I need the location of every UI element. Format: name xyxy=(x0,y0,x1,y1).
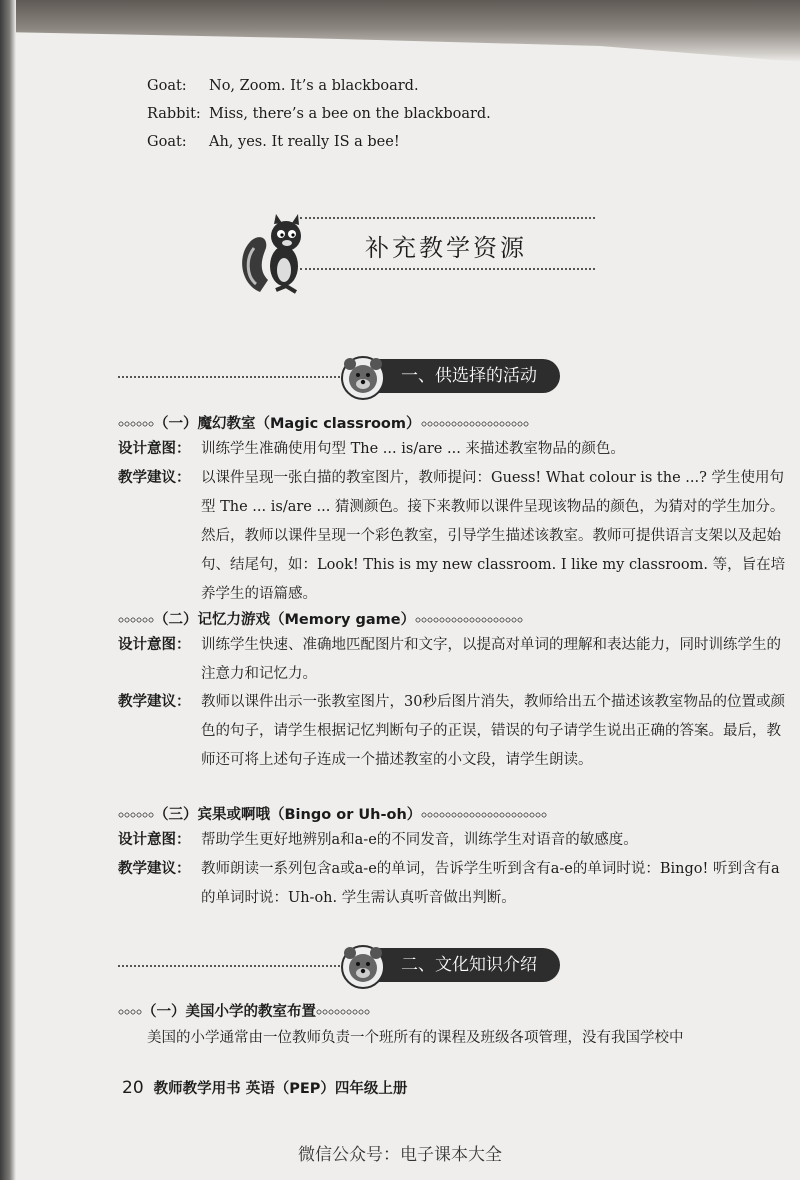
design-intent xyxy=(118,435,788,464)
teaching-advice xyxy=(118,464,788,609)
advice-label: 教学建议： xyxy=(118,470,191,486)
dialogue-line xyxy=(147,106,491,122)
design-intent xyxy=(118,631,788,689)
speaker: Goat: xyxy=(147,134,187,150)
wavy-divider xyxy=(118,421,154,427)
teaching-advice xyxy=(118,688,788,775)
bear-face-icon xyxy=(340,354,386,400)
dialogue-line xyxy=(147,134,400,150)
activity-title: （一）魔幻教室（Magic classroom） xyxy=(118,412,529,433)
advice-text: 教师朗读一系列包含a或a-e的单词，告诉学生听到含有a-e的单词时说：Bingo! 听到含有a的单词时说：Uh-oh. 学生需认真听音做出判断。 xyxy=(201,861,780,906)
design-intent xyxy=(118,826,788,855)
wavy-divider xyxy=(118,1009,142,1015)
heading-rule xyxy=(118,376,340,378)
wavy-divider xyxy=(118,812,154,818)
title-rule-bottom xyxy=(300,268,595,270)
line-text: Ah, yes. It really IS a bee! xyxy=(209,134,400,150)
part-heading-text: 二、文化知识介绍 xyxy=(401,955,537,975)
wavy-divider xyxy=(421,812,547,818)
part-heading-text: 一、供选择的活动 xyxy=(401,366,537,386)
body-paragraph: 美国的小学通常由一位教师负责一个班所有的课程及班级各项管理，没有我国学校中 xyxy=(147,1030,684,1046)
page-footer xyxy=(122,1077,407,1098)
page-number: 20 xyxy=(122,1078,144,1098)
wavy-divider xyxy=(316,1009,370,1015)
line-text: No, Zoom. It’s a blackboard. xyxy=(209,78,419,94)
speaker: Goat: xyxy=(147,78,187,94)
advice-text: 教师以课件出示一张教室图片，30秒后图片消失，教师给出五个描述该教室物品的位置或颜色的句子，请学生根据记忆判断句子的正误，错误的句子请学生说出正确的答案。最后，教师还可将上述句子连成一个描述教室的小文段，请学生朗读。 xyxy=(201,694,785,768)
wavy-divider xyxy=(118,617,154,623)
intent-text: 帮助学生更好地辨别a和a-e的不同发音，训练学生对语音的敏感度。 xyxy=(201,832,638,848)
book-title: 教师教学用书 英语（PEP）四年级上册 xyxy=(153,1081,408,1097)
subsection-title: （一）美国小学的教室布置 xyxy=(118,1000,370,1021)
speaker: Rabbit: xyxy=(147,106,201,122)
intent-text: 训练学生快速、准确地匹配图片和文字，以提高对单词的理解和表达能力，同时训练学生的注意力和记忆力。 xyxy=(201,637,781,682)
dialogue-line xyxy=(147,78,419,94)
squirrel-mascot-icon xyxy=(238,214,308,296)
advice-label: 教学建议： xyxy=(118,861,191,877)
intent-label: 设计意图： xyxy=(118,637,191,653)
watermark-text: 微信公众号：电子课本大全 xyxy=(298,1145,502,1165)
section-title: 补充教学资源 xyxy=(365,234,527,262)
bear-face-icon xyxy=(340,943,386,989)
teaching-advice xyxy=(118,855,788,913)
intent-label: 设计意图： xyxy=(118,832,191,848)
intent-label: 设计意图： xyxy=(118,441,191,457)
intent-text: 训练学生准确使用句型 The ... is/are ... 来描述教室物品的颜色。 xyxy=(201,441,625,457)
decorative-header-banner xyxy=(0,0,800,62)
activity-title: （二）记忆力游戏（Memory game） xyxy=(118,608,523,629)
line-text: Miss, there’s a bee on the blackboard. xyxy=(209,106,491,122)
activity-title: （三）宾果或啊哦（Bingo or Uh-oh） xyxy=(118,803,547,824)
wavy-divider xyxy=(421,421,529,427)
wavy-divider xyxy=(415,617,523,623)
advice-label: 教学建议： xyxy=(118,694,191,710)
heading-rule xyxy=(118,965,340,967)
page-binding-shadow xyxy=(0,0,16,1180)
advice-text: 以课件呈现一张白描的教室图片，教师提问：Guess! What colour is the ...? 学生使用句型 The ... is/are ... 猜测颜色。接下来教师以课件呈现该物品的颜色，为猜对的学生加分。然后，教师以课件呈现一个彩色教室，引导学生描述该教室。教师可提供语言支架以及起始句、结尾句，如：Look! This is my new classroom. I like my classroom. 等，旨在培养学生的语篇感。 xyxy=(201,470,786,602)
title-rule-top xyxy=(300,217,595,219)
